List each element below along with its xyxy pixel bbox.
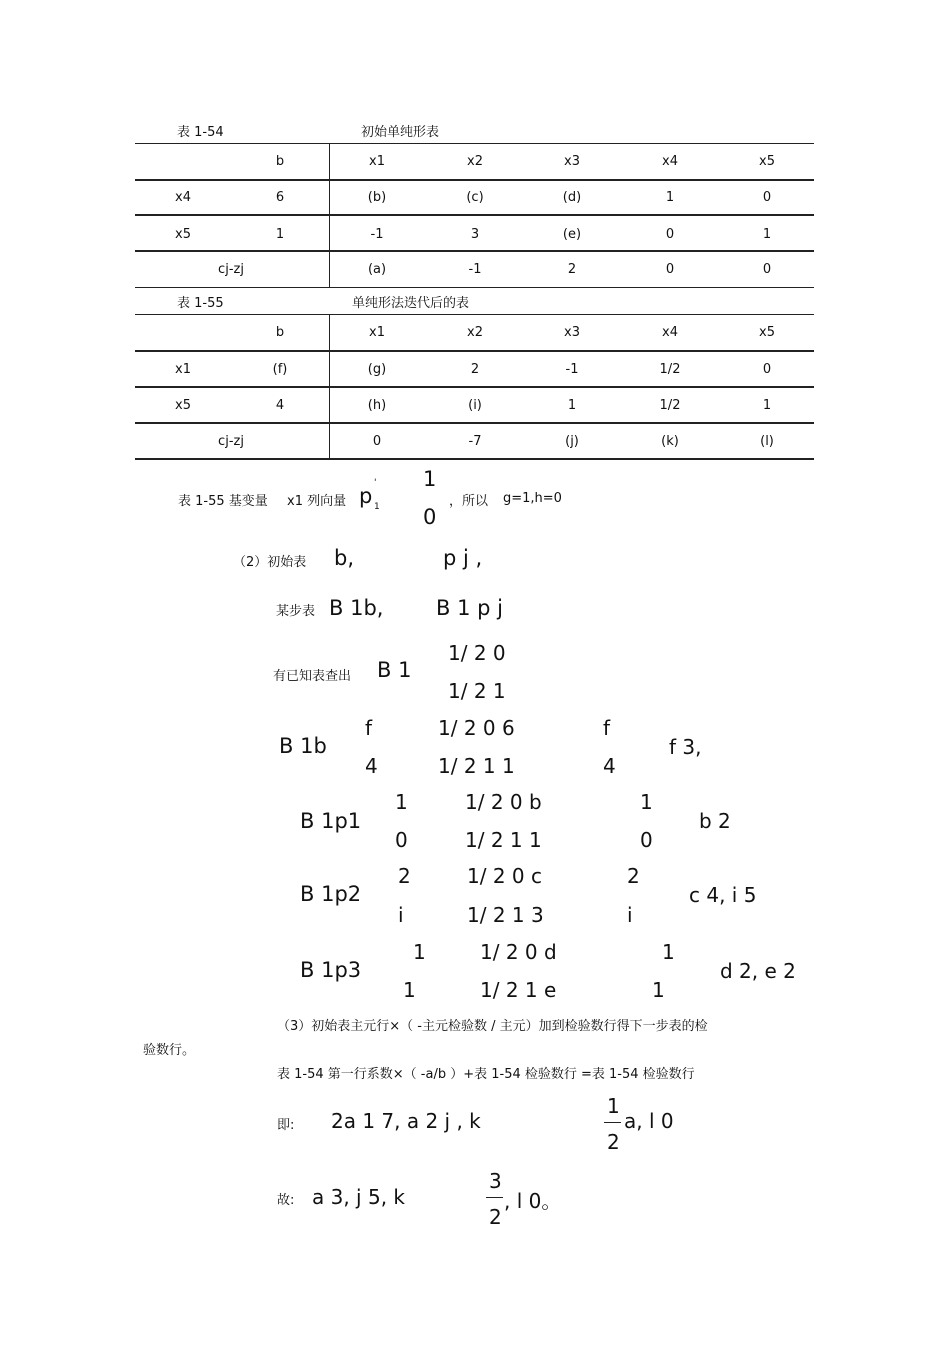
eq3-matrix-row1: 1/ 2 0 c xyxy=(467,864,542,888)
frac2-bar xyxy=(486,1197,503,1198)
table54-cell: 3 xyxy=(470,227,480,242)
eq4-lhs: B 1p3 xyxy=(300,958,362,982)
table55-cell: 0 xyxy=(762,362,772,377)
text-p3-ji: 即: xyxy=(277,1118,295,1133)
table55-cell: (h) xyxy=(367,398,387,413)
table55-label: 表 1-55 xyxy=(177,296,224,311)
eq2-result: b 2 xyxy=(699,809,731,833)
table54-cell: 1 xyxy=(275,227,285,242)
eq3-vec2-top: 2 xyxy=(627,864,640,888)
table54-bottom-rule xyxy=(135,287,814,288)
table55-cell: 1 xyxy=(567,398,577,413)
text-p3-a: （3）初始表主元行×（ -主元检验数 / 主元）加到检验数行得下一步表的检 xyxy=(277,1019,708,1034)
text-line1-b: x1 列向量 xyxy=(287,494,347,509)
table55-top-rule xyxy=(135,314,814,315)
eq4-vec2-top: 1 xyxy=(662,940,675,964)
table55-header-cell: x4 xyxy=(662,325,678,340)
table55-header-cell: x1 xyxy=(369,325,385,340)
table54-header-cell: x4 xyxy=(662,154,678,169)
table55-rule xyxy=(135,350,814,352)
eq4-matrix-row2: 1/ 2 1 e xyxy=(480,978,557,1002)
text-p2-b: b, xyxy=(334,546,355,570)
frac2-numerator: 3 xyxy=(489,1169,502,1193)
table54-check-cell: 2 xyxy=(567,262,577,277)
table55-check-cell: 0 xyxy=(372,434,382,449)
symbol-sub: 1 xyxy=(374,502,380,512)
eq4-result: d 2, e 2 xyxy=(720,959,796,983)
table55-basis-cell: x1 xyxy=(175,362,191,377)
vector-bottom: 0 xyxy=(423,505,437,529)
eq2-lhs: B 1p1 xyxy=(300,809,362,833)
table54-cell: 6 xyxy=(275,190,285,205)
matrix-B-row2: 1/ 2 1 xyxy=(448,679,506,703)
text-p3-res: a 3, j 5, k xyxy=(312,1185,405,1209)
table54-header-cell: x5 xyxy=(759,154,775,169)
table54-cell: (b) xyxy=(367,190,387,205)
eq1-lhs: B 1b xyxy=(279,734,327,758)
text-line1-c: ，所以 xyxy=(449,494,489,509)
table55-divider xyxy=(329,314,330,459)
text-p3-res2: , l 0。 xyxy=(504,1189,562,1213)
text-p2-label: （2）初始表 xyxy=(233,555,307,570)
table55-title: 单纯形法迭代后的表 xyxy=(352,296,470,311)
table55-cell: 1/2 xyxy=(659,398,681,413)
eq2-vec2-top: 1 xyxy=(640,790,653,814)
table54-check-cell: 0 xyxy=(665,262,675,277)
table55-basis-cell: x5 xyxy=(175,398,191,413)
table54-cell: -1 xyxy=(370,227,384,242)
table54-check-cell: (a) xyxy=(367,262,387,277)
text-p3-eq2: a, l 0 xyxy=(624,1109,674,1133)
table54-rule xyxy=(135,179,814,181)
eq4-matrix-row1: 1/ 2 0 d xyxy=(480,940,557,964)
table55-header-cell: b xyxy=(275,325,285,340)
table54-rule xyxy=(135,214,814,216)
eq3-vec2-bottom: i xyxy=(627,903,633,927)
table54-cell: (e) xyxy=(562,227,582,242)
text-line1-a: 表 1-55 基变量 xyxy=(178,494,268,509)
table54-title: 初始单纯形表 xyxy=(361,125,440,140)
table54-header-cell: x2 xyxy=(467,154,483,169)
table54-basis-cell: x5 xyxy=(175,227,191,242)
eq4-vec1-top: 1 xyxy=(413,940,426,964)
eq2-vec1-top: 1 xyxy=(395,790,408,814)
text-p2-step: 某步表 xyxy=(276,604,316,619)
symbol-p1: p xyxy=(359,484,373,508)
table54-cell: 1 xyxy=(665,190,675,205)
table54-cell: 0 xyxy=(665,227,675,242)
eq3-vec1-bottom: i xyxy=(398,903,404,927)
table54-label: 表 1-54 xyxy=(177,125,224,140)
eq1-matrix-row1: 1/ 2 0 6 xyxy=(438,716,515,740)
table54-basis-cell: x4 xyxy=(175,190,191,205)
eq3-result: c 4, i 5 xyxy=(689,883,757,907)
eq2-vec2-bottom: 0 xyxy=(640,828,653,852)
table55-cell: (g) xyxy=(367,362,387,377)
frac1-bar xyxy=(604,1122,621,1123)
eq2-matrix-row1: 1/ 2 0 b xyxy=(465,790,542,814)
table55-check-cell: (l) xyxy=(760,434,774,449)
table55-rule xyxy=(135,386,814,388)
table55-check-cell: (k) xyxy=(661,434,679,449)
eq1-result: f 3, xyxy=(669,735,702,759)
table54-cell: 0 xyxy=(762,190,772,205)
eq2-matrix-row2: 1/ 2 1 1 xyxy=(465,828,542,852)
table54-header-cell: b xyxy=(275,154,285,169)
frac1-numerator: 1 xyxy=(607,1094,620,1118)
table55-cell: 1 xyxy=(762,398,772,413)
text-p3-gu: 故: xyxy=(277,1193,295,1208)
eq3-matrix-row2: 1/ 2 1 3 xyxy=(467,903,544,927)
table55-cell: (i) xyxy=(468,398,482,413)
eq1-vec1-bottom: 4 xyxy=(365,754,378,778)
text-p2-step-expr2: B 1 p j xyxy=(436,596,503,620)
matrix-B-row1: 1/ 2 0 xyxy=(448,641,506,665)
table55-cell: -1 xyxy=(565,362,579,377)
table55-cell: 4 xyxy=(275,398,285,413)
table55-header-cell: x5 xyxy=(759,325,775,340)
table54-check-label: cj-zj xyxy=(218,262,244,277)
text-p2-pj: p j , xyxy=(443,546,483,570)
table54-cell: 1 xyxy=(762,227,772,242)
table55-cell: 1/2 xyxy=(659,362,681,377)
eq3-lhs: B 1p2 xyxy=(300,882,362,906)
table55-rule xyxy=(135,422,814,424)
eq1-vec2-top: f xyxy=(603,716,611,740)
table55-check-cell: -7 xyxy=(468,434,482,449)
eq2-vec1-bottom: 0 xyxy=(395,828,408,852)
text-p3-c: 表 1-54 第一行系数×（ -a/b ）+表 1-54 检验数行 =表 1-54 检验数行 xyxy=(277,1067,695,1082)
table55-check-label: cj-zj xyxy=(218,434,244,449)
text-line1-d: g=1,h=0 xyxy=(503,491,562,506)
table54-rule xyxy=(135,250,814,252)
table55-bottom-rule xyxy=(135,458,814,460)
table54-header-cell: x1 xyxy=(369,154,385,169)
table54-divider xyxy=(329,143,330,288)
frac1-denominator: 2 xyxy=(607,1130,620,1154)
text-p2-step-expr: B 1b, xyxy=(329,596,384,620)
eq4-vec2-bottom: 1 xyxy=(652,978,665,1002)
vector-top: 1 xyxy=(423,467,437,491)
text-p2-B: B 1 xyxy=(377,658,412,682)
eq4-vec1-bottom: 1 xyxy=(403,978,416,1002)
table55-header-cell: x2 xyxy=(467,325,483,340)
eq1-vec1-top: f xyxy=(365,716,373,740)
table55-header-cell: x3 xyxy=(564,325,580,340)
symbol-prime: ' xyxy=(374,478,377,488)
eq1-matrix-row2: 1/ 2 1 1 xyxy=(438,754,515,778)
text-p3-b: 验数行。 xyxy=(143,1043,196,1058)
frac2-denominator: 2 xyxy=(489,1205,502,1229)
table55-cell: (f) xyxy=(272,362,288,377)
table54-check-cell: 0 xyxy=(762,262,772,277)
text-p2-known: 有已知表查出 xyxy=(273,669,352,684)
table54-check-cell: -1 xyxy=(468,262,482,277)
table55-check-cell: (j) xyxy=(565,434,579,449)
table54-top-rule xyxy=(135,143,814,144)
table55-cell: 2 xyxy=(470,362,480,377)
eq1-vec2-bottom: 4 xyxy=(603,754,616,778)
table54-cell: (d) xyxy=(562,190,582,205)
table54-header-cell: x3 xyxy=(564,154,580,169)
eq3-vec1-top: 2 xyxy=(398,864,411,888)
table54-cell: (c) xyxy=(466,190,484,205)
text-p3-eq: 2a 1 7, a 2 j , k xyxy=(331,1109,481,1133)
